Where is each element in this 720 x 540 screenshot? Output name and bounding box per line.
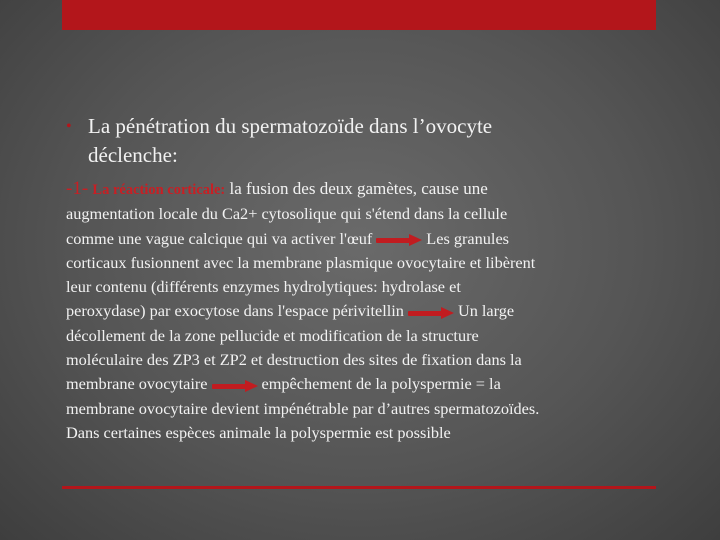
paragraph-text: comme une vague calcique qui va activer l'œuf — [66, 228, 373, 248]
paragraph-line: Dans certaines espèces animale la polyspermie est possible — [66, 422, 451, 442]
paragraph-line: moléculaire des ZP3 et ZP2 et destruction des sites de fixation dans la — [66, 350, 522, 370]
paragraph-line — [66, 227, 686, 251]
section-number: -1- — [66, 178, 89, 199]
paragraph-line: augmentation locale du Ca2+ cytosolique qui s'étend dans la cellule — [66, 204, 508, 224]
bottom-accent-line — [62, 486, 656, 489]
paragraph-text: Un large — [457, 301, 515, 321]
right-arrow-icon — [212, 380, 258, 392]
paragraph-line: corticaux fusionnent avec la membrane plasmique ovocytaire et libèrent — [66, 252, 536, 272]
paragraph — [66, 177, 686, 445]
paragraph-text: peroxydase) par exocytose dans l'espace périvitellin — [66, 301, 404, 321]
paragraph-line — [66, 299, 686, 323]
top-accent-bar — [62, 0, 656, 30]
right-arrow-icon — [376, 234, 422, 246]
paragraph-text: membrane ovocytaire — [66, 374, 208, 394]
bullet-icon: • — [66, 118, 72, 135]
bullet-text-line2: déclenche: — [88, 143, 178, 167]
paragraph-text: empêchement de la polyspermie = la — [261, 374, 501, 394]
paragraph-line — [66, 177, 686, 202]
paragraph-line: leur contenu (différents enzymes hydrolytiques: hydrolase et — [66, 277, 461, 297]
right-arrow-icon — [408, 307, 454, 319]
paragraph-line: membrane ovocytaire devient impénétrable par d’autres spermatozoïdes. — [66, 398, 540, 418]
paragraph-line: décollement de la zone pellucide et modification de la structure — [66, 325, 479, 345]
section-heading: La réaction corticale: — [92, 182, 226, 198]
paragraph-text: la fusion des deux gamètes, cause une — [229, 179, 488, 198]
paragraph-line — [66, 372, 686, 396]
bullet-text-line1: La pénétration du spermatozoïde dans l’ovocyte — [88, 114, 493, 138]
paragraph-text: Les granules — [426, 228, 510, 248]
bullet-point — [66, 112, 626, 170]
